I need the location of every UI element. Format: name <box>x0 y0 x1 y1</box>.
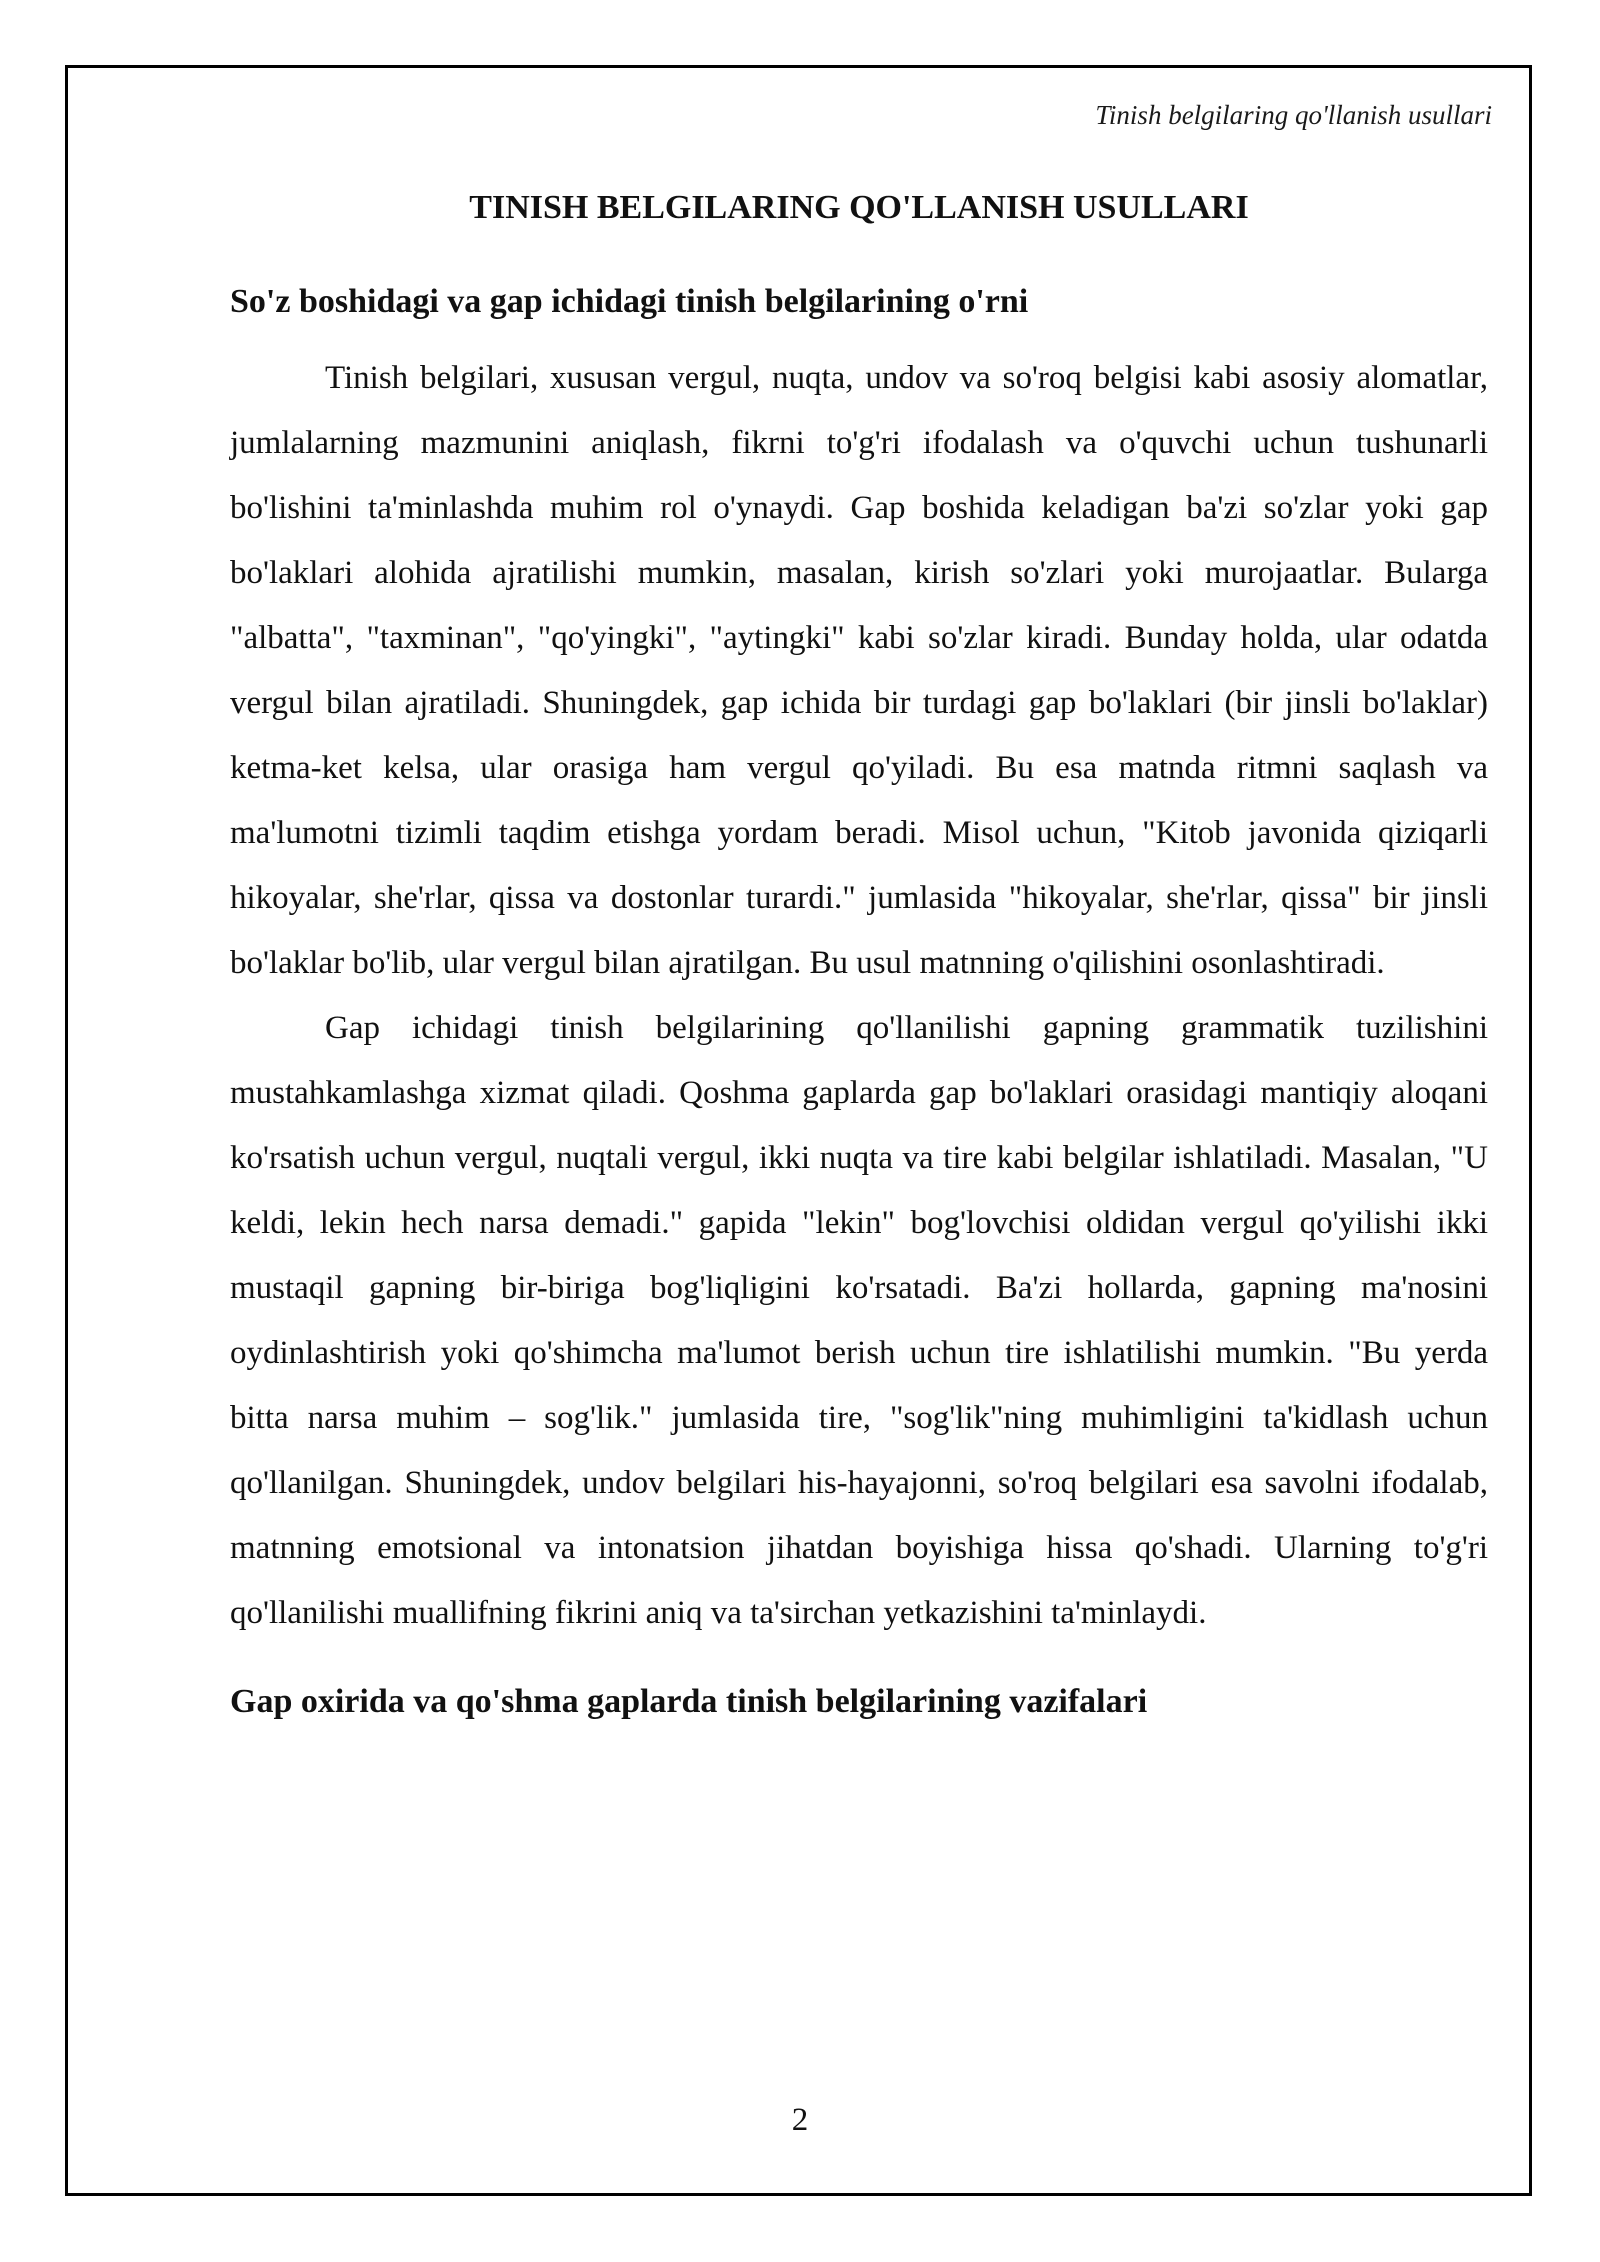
running-header: Tinish belgilaring qo'llanish usullari <box>1095 100 1492 130</box>
document-body <box>230 186 1488 1746</box>
paragraph-1: Tinish belgilari, xususan vergul, nuqta, undov va so'roq belgisi kabi asosiy alomatlar, jumlalarning mazmunini aniqlash, fikrni to'g'ri ifodalash va o'quvchi uchun tushunarli bo'lishini ta'minlashda muhim rol o'ynaydi. Gap boshida keladigan ba'zi so'zlar yoki gap bo'laklari alohida ajratilishi mumkin, masalan, kirish so'zlari yoki murojaatlar. Bularga "albatta", "taxminan", "qo'yingki", "aytingki" kabi so'zlar kiradi. Bunday holda, ular odatda vergul bilan ajratiladi. Shuningdek, gap ichida bir turdagi gap bo'laklari (bir jinsli bo'laklar) ketma-ket kelsa, ular orasiga ham vergul qo'yiladi. Bu esa matnda ritmni saqlash va ma'lumotni tizimli taqdim etishga yordam beradi. Misol uchun, "Kitob javonida qiziqarli hikoyalar, she'rlar, qissa va dostonlar turardi." jumlasida "hikoyalar, she'rlar, qissa" bir jinsli bo'laklar bo'lib, ular vergul bilan ajratilgan. Bu usul matnning o'qilishini osonlashtiradi. <box>230 360 1488 981</box>
section-heading-2: Gap oxirida va qo'shma gaplarda tinish belgilarining vazifalari <box>230 1683 1148 1720</box>
page-number: 2 <box>791 2102 809 2138</box>
document-title: TINISH BELGILARING QO'LLANISH USULLARI <box>469 189 1249 226</box>
section-heading-1: So'z boshidagi va gap ichidagi tinish belgilarining o'rni <box>230 283 1029 320</box>
paragraph-2: Gap ichidagi tinish belgilarining qo'llanilishi gapning grammatik tuzilishini mustahkamlashga xizmat qiladi. Qoshma gaplarda gap bo'laklari orasidagi mantiqiy aloqani ko'rsatish uchun vergul, nuqtali vergul, ikki nuqta va tire kabi belgilar ishlatiladi. Masalan, "U keldi, lekin hech narsa demadi." gapida "lekin" bog'lovchisi oldidan vergul qo'yilishi ikki mustaqil gapning bir-biriga bog'liqligini ko'rsatadi. Ba'zi hollarda, gapning ma'nosini oydinlashtirish yoki qo'shimcha ma'lumot berish uchun tire ishlatilishi mumkin. "Bu yerda bitta narsa muhim – sog'lik." jumlasida tire, "sog'lik"ning muhimligini ta'kidlash uchun qo'llanilgan. Shuningdek, undov belgilari his-hayajonni, so'roq belgilari esa savolni ifodalab, matnning emotsional va intonatsion jihatdan boyishiga hissa qo'shadi. Ularning to'g'ri qo'llanilishi muallifning fikrini aniq va ta'sirchan yetkazishini ta'minlaydi. <box>230 1010 1488 1631</box>
